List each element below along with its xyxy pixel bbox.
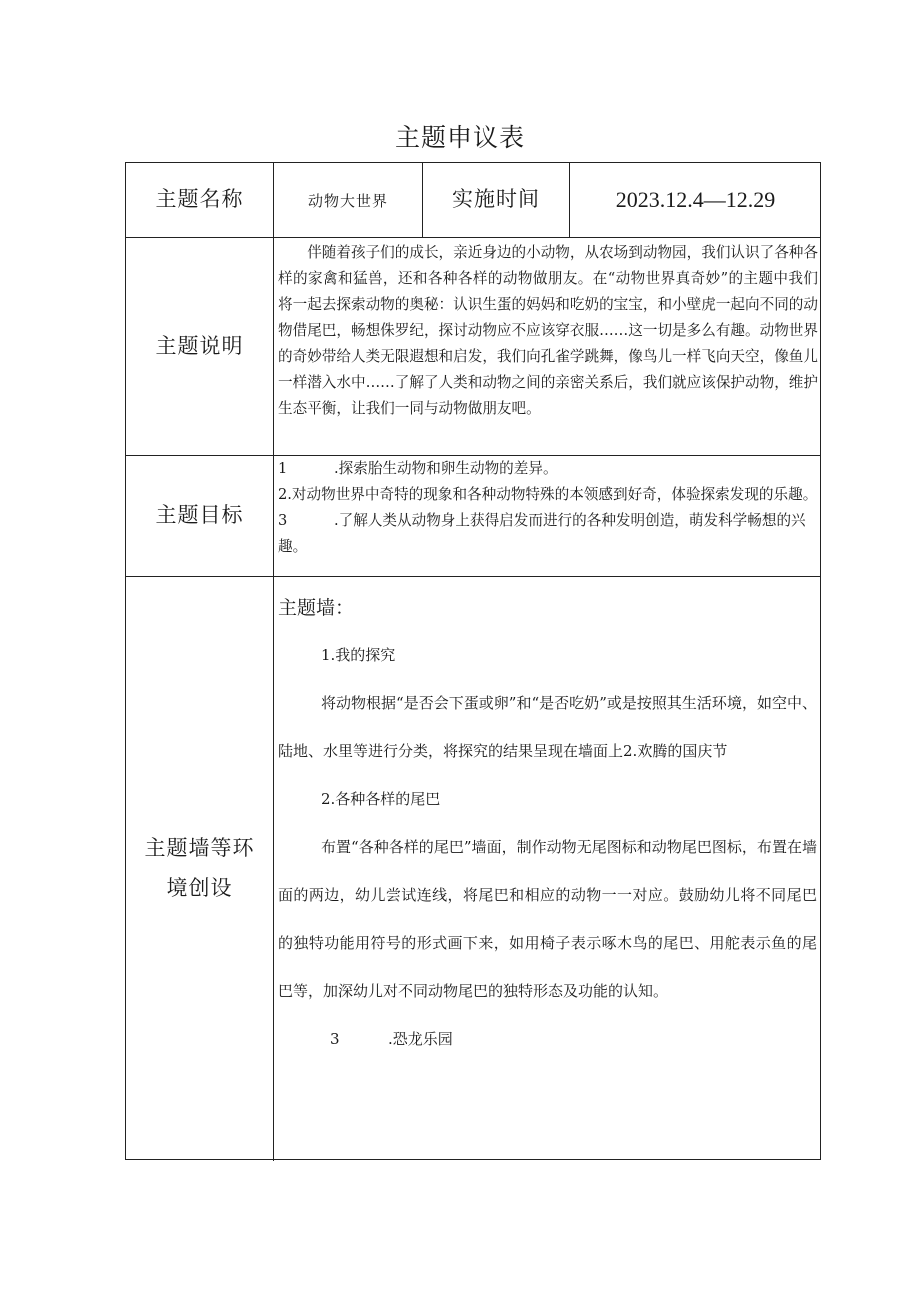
topic-description-label: 主题说明 <box>155 333 244 358</box>
implementation-time-value: 2023.12.4—12.29 <box>615 187 776 212</box>
environment-setup-cell <box>274 577 821 1160</box>
item2-text: 布置“各种各样的尾巴”墙面，制作动物无尾图标和动物尾巴图标，布置在墙面的两边，幼儿尝试连线，将尾巴和相应的动物一一对应。鼓励幼儿将不同尾巴的独特功能用符号的形式画下来，如用椅子表示啄木鸟的尾巴、用舵表示鱼的尾巴等，加深幼儿对不同动物尾巴的独特形态及功能的认知。 <box>278 838 817 1000</box>
goal-item <box>278 482 818 508</box>
topic-description-text: 伴随着孩子们的成长，亲近身边的小动物，从农场到动物园，我们认识了各种各样的家禽和猛兽，还和各种各样的动物做朋友。在“动物世界真奇妙”的主题中我们将一起去探索动物的奥秘：认识生蛋的妈妈和吃奶的宝宝，和小壁虎一起向不同的动物借尾巴，畅想侏罗纪，探讨动物应不应该穿衣服……这一切是多么有趣。动物世界的奇妙带给人类无限遐想和启发，我们向孔雀学跳舞，像鸟儿一样飞向天空，像鱼儿一样潜入水中……了解了人类和动物之间的亲密关系后，我们就应该保护动物，维护生态平衡，让我们一同与动物做朋友吧。 <box>278 244 818 417</box>
goal-text: .探索胎生动物和卵生动物的差异。 <box>334 460 558 477</box>
proposal-table <box>125 162 821 1160</box>
topic-description-cell <box>274 238 821 455</box>
goal-number: 1 <box>278 460 288 477</box>
item3-title: .恐龙乐园 <box>388 1030 453 1048</box>
topic-goals-label: 主题目标 <box>155 503 244 528</box>
item3-title-line <box>278 1015 817 1063</box>
goal-text: 2.对动物世界中奇特的现象和各种动物特殊的本领感到好奇，体验探索发现的乐趣。 <box>278 486 818 503</box>
implementation-time-label: 实施时间 <box>452 187 540 212</box>
goal-item <box>278 456 818 482</box>
page-title: 主题申议表 <box>394 123 525 152</box>
theme-wall-heading: 主题墙： <box>278 597 355 619</box>
topic-name-label: 主题名称 <box>155 187 244 212</box>
environment-setup-label: 主题墙等环境创设 <box>144 836 255 900</box>
item2-title: 2.各种各样的尾巴 <box>321 790 441 808</box>
goal-item <box>278 508 818 560</box>
item1-text: 将动物根据“是否会下蛋或卵”和“是否吃奶”或是按照其生活环境，如空中、陆地、水里等进行分类，将探究的结果呈现在墙面上2.欢腾的国庆节 <box>278 694 817 760</box>
topic-goals-cell <box>274 456 821 576</box>
topic-name-value: 动物大世界 <box>307 191 388 210</box>
item3-number: 3 <box>330 1030 340 1048</box>
goal-text: .了解人类从动物身上获得启发而进行的各种发明创造，萌发科学畅想的兴趣。 <box>278 512 806 555</box>
goal-number: 3 <box>278 512 288 529</box>
item1-title: 1.我的探究 <box>321 646 396 664</box>
